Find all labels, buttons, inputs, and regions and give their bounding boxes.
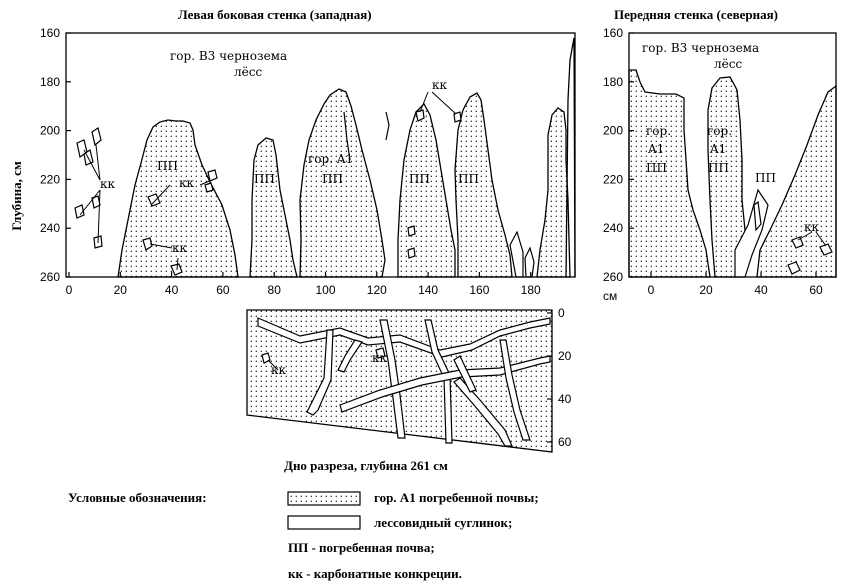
x-tick-label: 40 [754, 283, 768, 297]
x-tick-label: 60 [809, 283, 823, 297]
left-pp-label-4: ПП [409, 172, 430, 186]
left-pp-label-3: ПП [322, 172, 343, 186]
y-tick-label: 160 [602, 26, 623, 40]
left-hor-b3-label: гор. B3 чернозема [170, 49, 288, 63]
y-tick-label: 200 [39, 123, 60, 138]
y-tick-label: 20 [558, 349, 572, 363]
legend-item-a1: гор. A1 погребенной почвы; [374, 490, 539, 505]
front-pp-label-1: ПП [646, 161, 667, 175]
left-wall-title: Левая боковая стенка (западная) [178, 7, 372, 22]
x-tick-label: 60 [216, 283, 230, 297]
x-tick-label: 180 [520, 283, 541, 297]
y-tick-label: 60 [558, 435, 572, 449]
x-tick-label: 20 [699, 283, 713, 297]
x-tick-label: 80 [267, 283, 281, 297]
legend [68, 490, 539, 581]
left-wall-buried-soil-6 [537, 108, 570, 277]
front-unit-label: см [603, 289, 618, 303]
front-hor-label-1: гор. [646, 124, 672, 138]
left-pp-label-5: ПП [458, 172, 479, 186]
front-a1-label-1: A1 [648, 142, 665, 156]
front-pp-label-3: ПП [755, 171, 776, 185]
front-wall-buried-soil-1 [629, 70, 710, 277]
depth-axis-label: Глубина, см [9, 161, 24, 231]
x-tick-label: 100 [315, 283, 336, 297]
front-pp-label-2: ПП [708, 161, 729, 175]
front-hor-label-2: гор. [707, 124, 733, 138]
left-kk-label-3: кк [172, 241, 187, 255]
y-tick-label: 0 [558, 306, 565, 320]
y-tick-label: 180 [602, 74, 623, 89]
y-tick-label: 200 [602, 123, 623, 138]
legend-swatch-a1 [288, 492, 360, 505]
y-tick-label: 240 [602, 221, 623, 236]
x-tick-label: 120 [366, 283, 387, 297]
front-kk-label: кк [804, 220, 819, 234]
left-kk-label-4: кк [432, 78, 447, 92]
legend-item-kk: кк - карбонатные конкреции. [288, 566, 462, 581]
left-wall-buried-soil-4 [398, 104, 455, 277]
front-loess-label: лёсс [714, 57, 743, 71]
x-tick-label: 40 [164, 283, 179, 297]
left-kk-label-2: кк [179, 176, 194, 190]
bottom-title: Дно разреза, глубина 261 см [284, 458, 448, 473]
legend-item-loess: лессовидный суглинок; [374, 515, 513, 530]
y-tick-label: 260 [39, 270, 60, 284]
y-tick-label: 40 [558, 392, 572, 406]
y-tick-label: 240 [39, 221, 60, 236]
x-tick-label: 160 [469, 283, 490, 297]
y-tick-label: 180 [39, 74, 60, 89]
y-tick-label: 260 [602, 270, 623, 284]
y-tick-label: 220 [39, 172, 60, 187]
left-hor-a1-label: гор. A1 [308, 152, 354, 166]
bottom-kk-label-2: кк [372, 351, 387, 365]
left-kk-label-1: кк [100, 177, 115, 191]
x-tick-label: 140 [418, 283, 439, 297]
x-tick-label: 0 [647, 283, 655, 297]
y-tick-label: 160 [39, 26, 60, 40]
legend-swatch-loess [288, 516, 360, 529]
left-loess-label: лёсс [234, 65, 263, 79]
left-wall-buried-soil-2 [250, 138, 297, 277]
left-pp-label-1: ПП [157, 159, 178, 173]
front-wall-title: Передняя стенка (северная) [614, 7, 778, 22]
bottom-panel [247, 310, 552, 452]
x-tick-label: 20 [113, 283, 127, 297]
y-tick-label: 220 [602, 172, 623, 187]
bottom-kk-label-1: кк [271, 363, 286, 377]
legend-title: Условные обозначения: [68, 490, 207, 505]
legend-item-pp: ПП - погребенная почва; [288, 540, 435, 555]
front-a1-label-2: A1 [710, 142, 727, 156]
front-hor-b3-label: гор. B3 чернозема [642, 41, 760, 55]
left-pp-label-2: ПП [254, 172, 275, 186]
x-tick-label: 0 [65, 283, 73, 297]
